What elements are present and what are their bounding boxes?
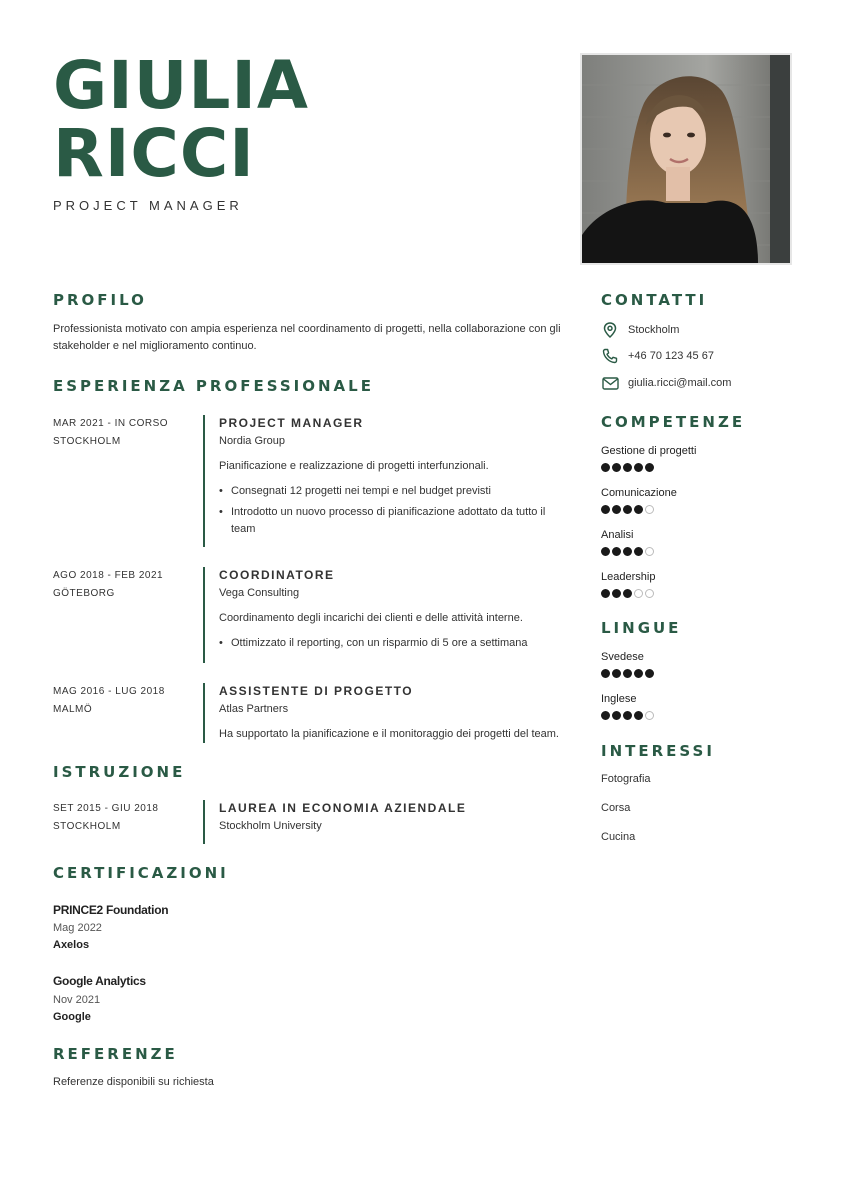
skills-heading: COMPETENZE: [601, 413, 746, 431]
rating-dot-filled: [601, 547, 610, 556]
education-dates: [53, 800, 198, 836]
rating-dot-filled: [601, 589, 610, 598]
location-pin-icon: [601, 321, 619, 339]
company: Vega Consulting: [219, 587, 300, 599]
rating-dot-filled: [601, 463, 610, 472]
school: Stockholm University: [219, 820, 322, 832]
rating-dot-filled: [623, 547, 632, 556]
profile-summary: [53, 321, 578, 355]
experience-details: [219, 683, 573, 743]
rating-dot-filled: [623, 589, 632, 598]
interests-heading: INTERESSI: [601, 742, 715, 760]
date-range: MAG 2016 - LUG 2018: [53, 686, 165, 697]
rating-dot-empty: [645, 589, 654, 598]
rating-dot-filled: [634, 463, 643, 472]
last-name: RICCI: [53, 115, 255, 192]
rating-dot-empty: [645, 711, 654, 720]
references-heading: REFERENZE: [53, 1045, 178, 1063]
certification-name: PRINCE2 Foundation: [53, 903, 169, 917]
experience-dates: [53, 415, 198, 451]
rating-dot-filled: [634, 505, 643, 514]
company: Nordia Group: [219, 435, 286, 447]
contact-email[interactable]: [601, 374, 731, 392]
experience-details: [219, 415, 573, 542]
skill-name: Leadership: [601, 571, 656, 583]
certification-date: Nov 2021: [53, 994, 101, 1006]
rating-dot-filled: [612, 669, 621, 678]
rating-dot-filled: [601, 505, 610, 514]
rating-dot-filled: [623, 505, 632, 514]
job-description: Pianificazione e realizzazione di progetti interfunzionali.: [219, 460, 489, 472]
skill-rating: [601, 505, 654, 514]
language-rating: [601, 711, 654, 720]
education-details: [219, 800, 573, 835]
contact-phone-text[interactable]: +46 70 123 45 67: [628, 350, 714, 362]
location: MALMÖ: [53, 704, 93, 715]
location: GÖTEBORG: [53, 588, 115, 599]
contact-email-text[interactable]: giulia.ricci@mail.com: [628, 377, 732, 389]
location: STOCKHOLM: [53, 821, 121, 832]
timeline-bar: [203, 800, 205, 844]
rating-dot-filled: [612, 505, 621, 514]
rating-dot-empty: [645, 547, 654, 556]
date-range: MAR 2021 - IN CORSO: [53, 418, 169, 429]
education-heading: ISTRUZIONE: [53, 763, 186, 781]
references-text: Referenze disponibili su richiesta: [53, 1076, 214, 1088]
achievement-list: [219, 483, 573, 538]
interest-item: Corsa: [601, 802, 631, 814]
certification-name: Google Analytics: [53, 974, 146, 988]
rating-dot-filled: [623, 669, 632, 678]
location: STOCKHOLM: [53, 436, 121, 447]
job-role: ASSISTENTE DI PROGETTO: [219, 684, 414, 698]
languages-heading: LINGUE: [601, 619, 682, 637]
rating-dot-filled: [645, 463, 654, 472]
certification-issuer: Axelos: [53, 939, 90, 951]
experience-details: [219, 567, 573, 656]
achievement-item: • Introdotto un nuovo processo di pianificazione adottato da tutto il team: [231, 504, 571, 538]
experience-entry: [53, 415, 573, 547]
experience-dates: [53, 567, 198, 603]
skill-rating: [601, 589, 654, 598]
language-rating: [601, 669, 654, 678]
experience-heading: ESPERIENZA PROFESSIONALE: [53, 377, 374, 395]
contact-location: [601, 321, 679, 339]
rating-dot-filled: [634, 547, 643, 556]
job-role: COORDINATORE: [219, 568, 335, 582]
rating-dot-empty: [645, 505, 654, 514]
phone-icon: [601, 347, 619, 365]
certification-issuer: Google: [53, 1011, 91, 1023]
first-name: GIULIA: [53, 47, 310, 124]
job-description: Ha supportato la pianificazione e il monitoraggio dei progetti del team.: [219, 728, 559, 740]
skill-name: Gestione di progetti: [601, 445, 697, 457]
interest-item: Cucina: [601, 831, 636, 843]
contact-location-text: Stockholm: [628, 324, 680, 336]
rating-dot-filled: [612, 463, 621, 472]
rating-dot-filled: [612, 711, 621, 720]
rating-dot-filled: [645, 669, 654, 678]
profile-summary-line-1: Professionista motivato con ampia esperienza nel coordinamento di progetti, nella collaborazione con gli: [53, 323, 561, 335]
rating-dot-filled: [601, 669, 610, 678]
job-description: Coordinamento degli incarichi dei clienti e delle attività interne.: [219, 612, 523, 624]
skill-rating: [601, 463, 654, 472]
profile-summary-line-2: stakeholder e nel miglioramento continuo.: [53, 340, 257, 352]
rating-dot-filled: [634, 711, 643, 720]
achievement-item: • Consegnati 12 progetti nei tempi e nel budget previsti: [231, 483, 573, 500]
achievement-item: • Ottimizzato il reporting, con un risparmio di 5 ore a settimana: [231, 635, 573, 652]
contact-phone[interactable]: [601, 347, 714, 365]
timeline-bar: [203, 567, 205, 663]
company: Atlas Partners: [219, 703, 289, 715]
timeline-bar: [203, 683, 205, 743]
certification-date: Mag 2022: [53, 922, 102, 934]
education-entry: [53, 800, 573, 844]
skill-name: Analisi: [601, 529, 634, 541]
skill-name: Comunicazione: [601, 487, 677, 499]
experience-dates: [53, 683, 198, 719]
email-icon: [601, 374, 619, 392]
interest-item: Fotografia: [601, 773, 651, 785]
experience-entry: [53, 567, 573, 663]
contacts-heading: CONTATTI: [601, 291, 708, 309]
timeline-bar: [203, 415, 205, 547]
rating-dot-filled: [601, 711, 610, 720]
language-name: Svedese: [601, 651, 644, 663]
rating-dot-filled: [623, 711, 632, 720]
rating-dot-filled: [612, 589, 621, 598]
language-name: Inglese: [601, 693, 637, 705]
rating-dot-filled: [612, 547, 621, 556]
date-range: SET 2015 - GIU 2018: [53, 803, 159, 814]
job-role: PROJECT MANAGER: [219, 416, 364, 430]
skill-rating: [601, 547, 654, 556]
job-title: PROJECT MANAGER: [53, 198, 243, 213]
certifications-heading: CERTIFICAZIONI: [53, 864, 229, 882]
rating-dot-empty: [634, 589, 643, 598]
rating-dot-filled: [623, 463, 632, 472]
experience-entry: [53, 683, 573, 743]
full-name: [53, 47, 310, 192]
date-range: AGO 2018 - FEB 2021: [53, 570, 164, 581]
profile-photo: [580, 53, 792, 265]
rating-dot-filled: [634, 669, 643, 678]
profile-heading: PROFILO: [53, 291, 147, 309]
achievement-list: [219, 635, 573, 652]
degree: LAUREA IN ECONOMIA AZIENDALE: [219, 801, 467, 815]
